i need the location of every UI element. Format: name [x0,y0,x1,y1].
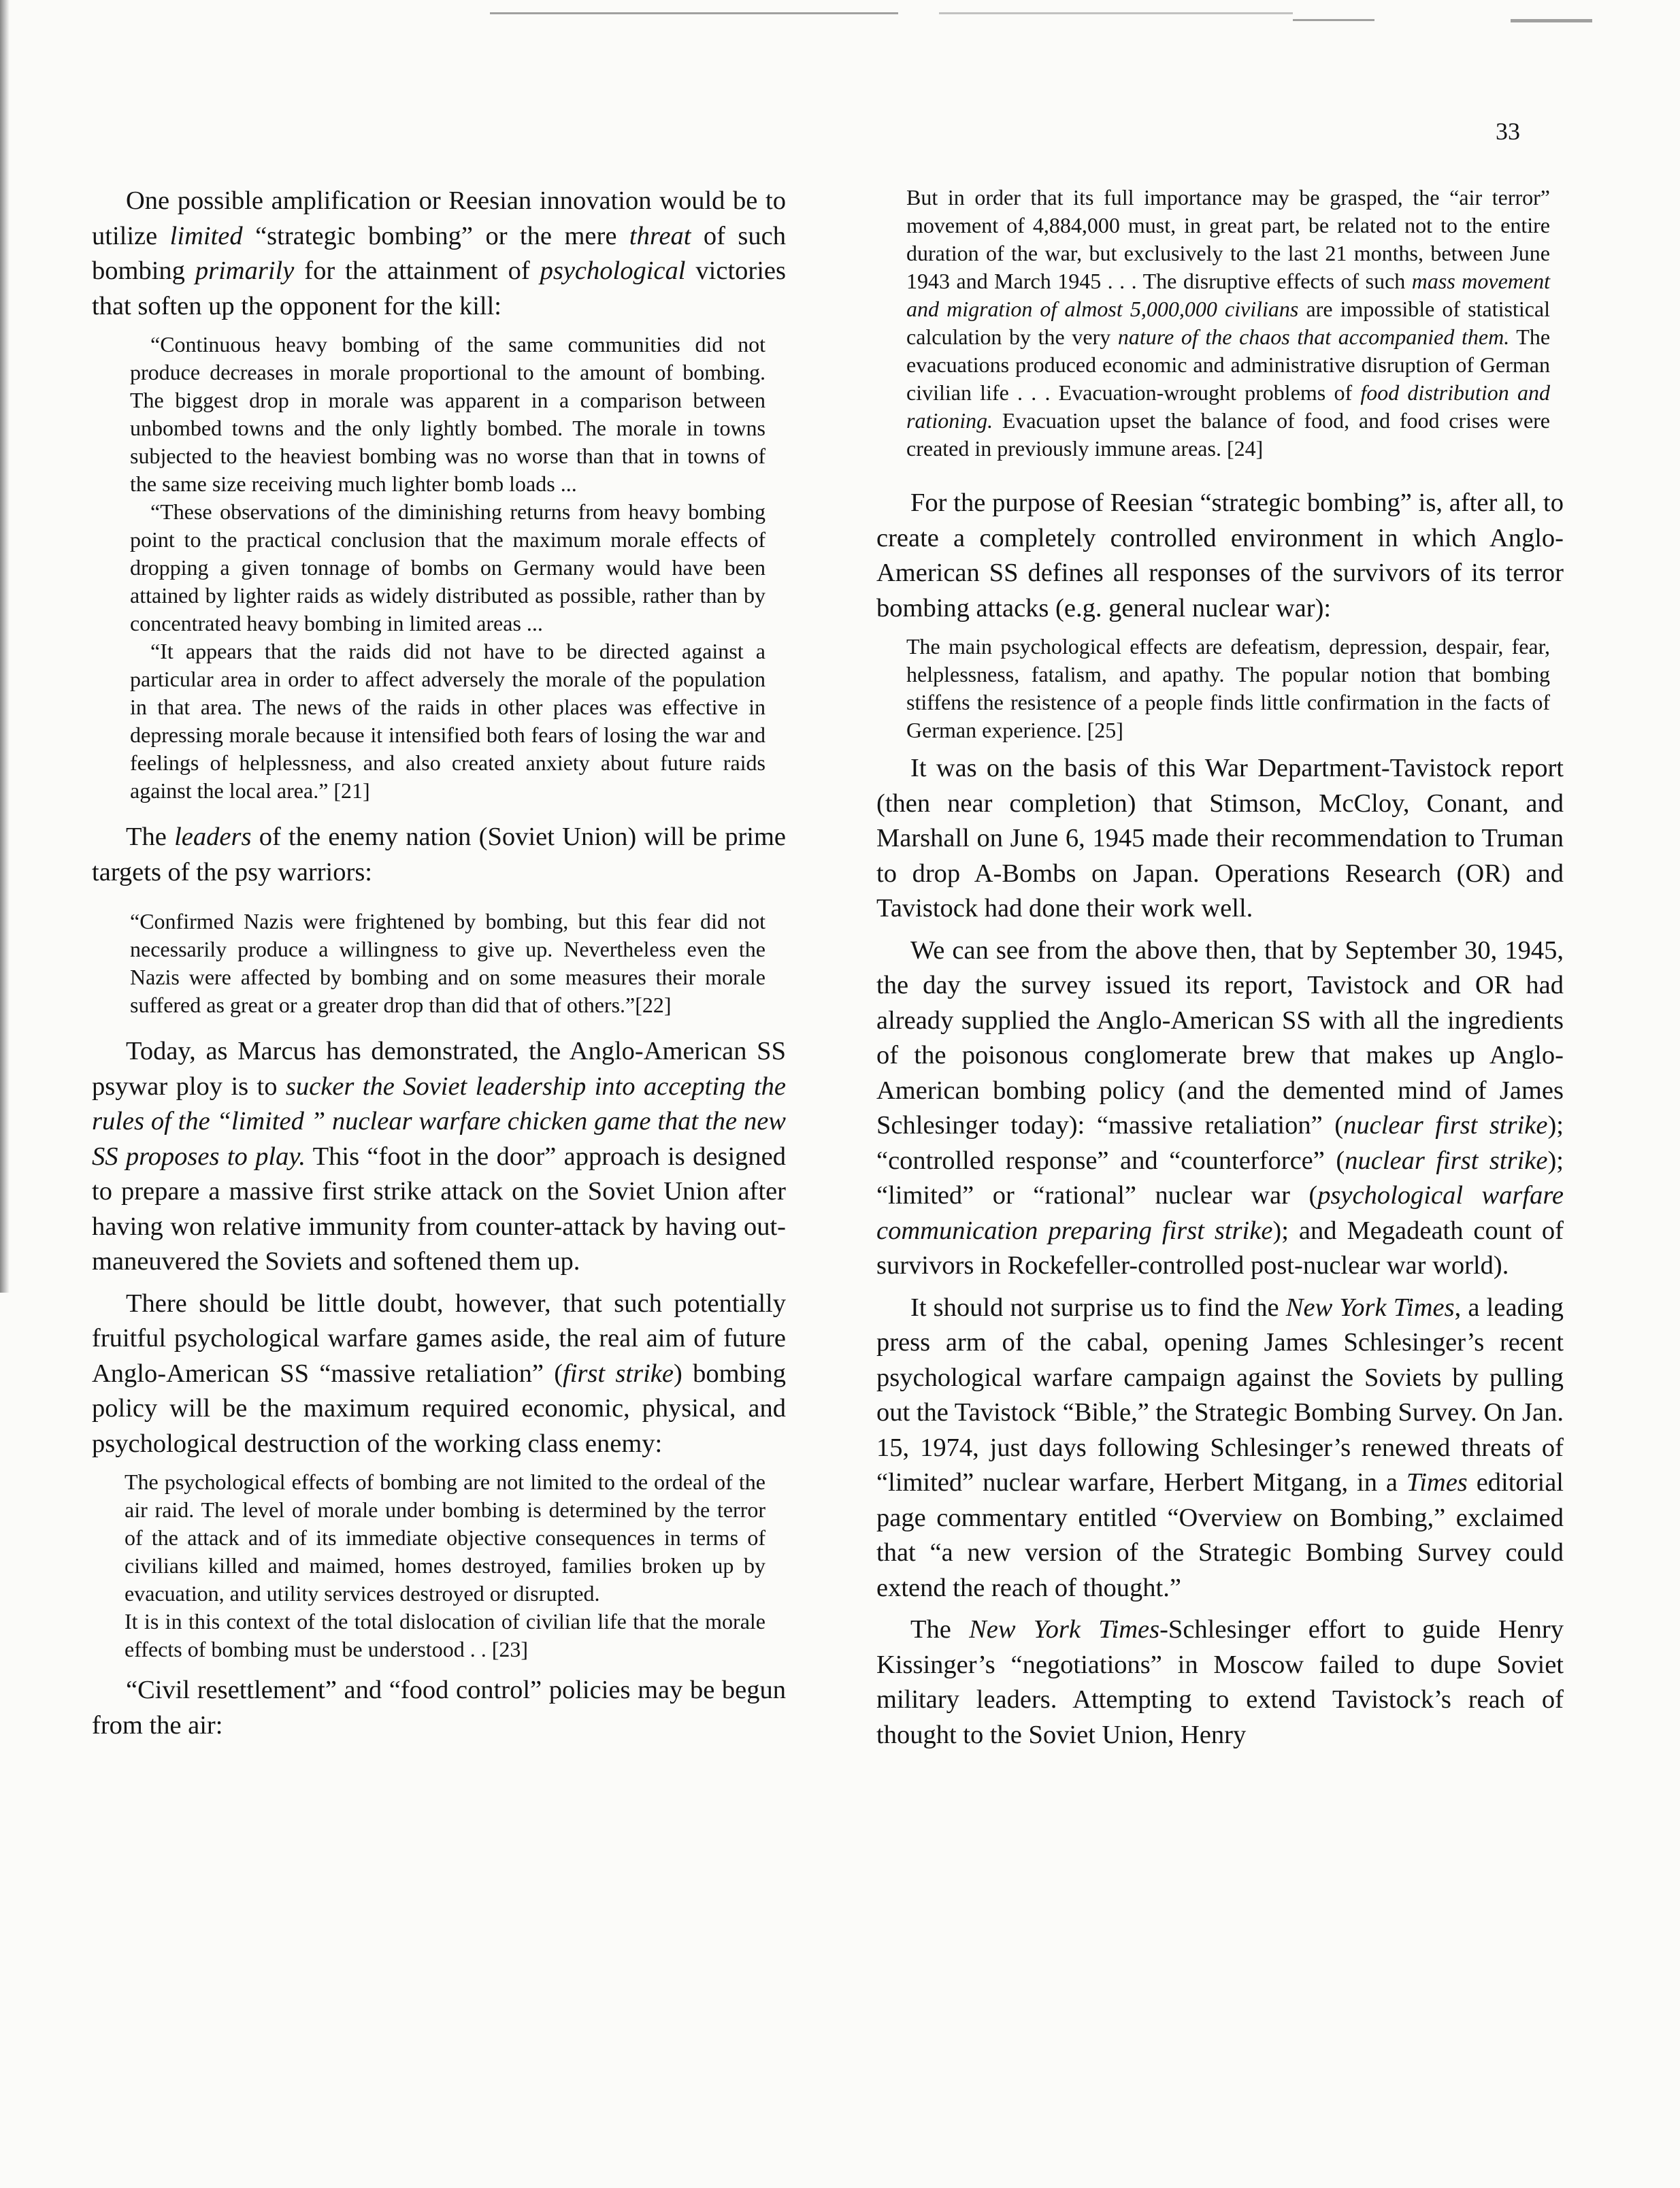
quote-paragraph: The main psychological effects are defeatism, depression, despair, fear, helplessness, fatalism, and apathy. The popular notion that bombing stiffens the resistence of a people finds little confirmation in the facts of German experience. [25] [906,634,1550,742]
paragraph: It was on the basis of this War Department-Tavistock report (then near completion) that Stimson, McCloy, Conant, and Marshall on June 6, 1945 made their recommendation to Truman to drop A-Bombs on Japan. Operations Research (OR) and Tavistock had done their work well. [876,754,1564,923]
block-quote [92,331,786,805]
right-column [876,184,1564,1759]
paragraph: It should not surprise us to find the New York Times, a leading press arm of the cabal, opening James Schlesinger’s recent psychological warfare campaign against the Soviets by pulling out the Tavistock “Bible,” the Strategic Bombing Survey. On Jan. 15, 1974, just days following Schlesinger’s renewed threats of “limited” nuclear warfare, Herbert Mitgang, in a Times editorial page commentary entitled “Overview on Bombing,” exclaimed that “a new version of the Strategic Bombing Survey could extend the reach of thought.” [876,1293,1564,1602]
paragraph: There should be little doubt, however, that such potentially fruitful psychological warfare games aside, the real aim of future Anglo-American SS “massive retaliation” (first strike) bombing policy will be the maximum required economic, physical, and psychological destruction of the working class enemy: [92,1289,787,1458]
quote-paragraph: The psychological effects of bombing are not limited to the ordeal of the air raid. The level of morale under bombing is determined by the terror of the attack and of its immediate objective consequences in terms of civilians killed and maimed, homes destroyed, families broken up by evacuation, and utility services destroyed or disrupted. [125,1470,765,1606]
quote-paragraph: “Confirmed Nazis were frightened by bombing, but this fear did not necessarily produce a willingness to give up. Nevertheless even the Nazis were affected by bombing and on some measures their morale suffered as great or a greater drop than did that of others.”[22] [130,909,765,1017]
paragraph: One possible amplification or Reesian innovation would be to utilize limited “strategic bombing” or the mere threat of such bombing primarily for the attainment of psychological victories that soften up the opponent for the kill: [92,186,786,320]
paragraph: We can see from the above then, that by September 30, 1945, the day the survey issued its report, Tavistock and OR had already supplied the Anglo-American SS with all the ingredients of the poisonous conglomerate brew that makes up Anglo-American bombing policy (and the demented mind of James Schlesinger today): “massive retaliation” (nuclear first strike); “controlled response” and “counterforce” (nuclear first strike); “limited” or “rational” nuclear war (psychological warfare communication preparing first strike); and Megadeath count of survivors in Rockefeller-controlled post-nuclear war world). [876,935,1564,1280]
paragraph: The leaders of the enemy nation (Soviet Union) will be prime targets of the psy warriors: [92,823,786,886]
quote-paragraph: But in order that its full importance may be grasped, the “air terror” movement of 4,884,000 must, in great part, be related not to the entire duration of the war, but exclusively to the last 21 months, between June 1943 and March 1945 . . . The disruptive effects of such mass movement and migration of almost 5,000,000 civilians are impossible of statistical calculation by the very nature of the chaos that accompanied them. The evacuations produced economic and administrative disruption of German civilian life . . . Evacuation-wrought problems of food distribution and rationing. Evacuation upset the balance of food, and food crises were created in previously immune areas. [24] [906,185,1551,461]
quote-paragraph: “Continuous heavy bombing of the same communities did not produce decreases in morale proportional to the amount of bombing. The biggest drop in morale was apparent in a comparison between unbombed towns and the only lightly bombed. The morale in towns subjected to the heaviest bombing was no worse than that in towns of the same size receiving much lighter bomb loads ... [130,332,765,496]
paragraph: For the purpose of Reesian “strategic bombing” is, after all, to create a completely controlled environment in which Anglo-American SS defines all responses of the survivors of its terror bombing attacks (e.g. general nuclear war): [876,488,1564,623]
quote-paragraph: “These observations of the diminishing returns from heavy bombing point to the practical conclusion that the maximum morale effects of dropping a given tonnage of bombs on Germany would have been attained by lighter raids as widely distributed as possible, rather than by concentrated heavy bombing in limited areas ... [130,499,765,635]
paragraph: Today, as Marcus has demonstrated, the Anglo-American SS psywar ploy is to sucker the Soviet leadership into accepting the rules of the “limited ” nuclear warfare chicken game that the new SS proposes to play. This “foot in the door” approach is designed to prepare a massive first strike attack on the Soviet Union after having won relative immunity from counter-attack by having out-maneuvered the Soviets and softened them up. [92,1037,787,1276]
scan-top-edge [0,0,1680,41]
quote-paragraph: “It appears that the raids did not have to be directed against a particular area in order to affect adversely the morale of the population in that area. The news of the raids in other places was effective in depressing morale because it intensified both fears of losing the war and feelings of helplessness, and also created anxiety about future raids against the local area.” [21] [130,639,765,803]
page-number: 33 [1496,118,1520,145]
paragraph: The New York Times-Schlesinger effort to guide Henry Kissinger’s “negotiations” in Moscow failed to dupe Soviet military leaders. Attempting to extend Tavistock’s reach of thought to the Soviet Union, Henry [876,1615,1564,1749]
block-quote [92,908,786,1019]
left-column [92,184,786,1750]
block-quote [92,1468,786,1663]
block-quote [876,633,1564,744]
scan-left-edge [0,0,10,1293]
block-quote [876,184,1564,463]
quote-paragraph: It is in this context of the total dislocation of civilian life that the morale effects of bombing must be understood . . [23] [125,1609,765,1661]
paragraph: “Civil resettlement” and “food control” policies may be begun from the air: [92,1676,786,1740]
